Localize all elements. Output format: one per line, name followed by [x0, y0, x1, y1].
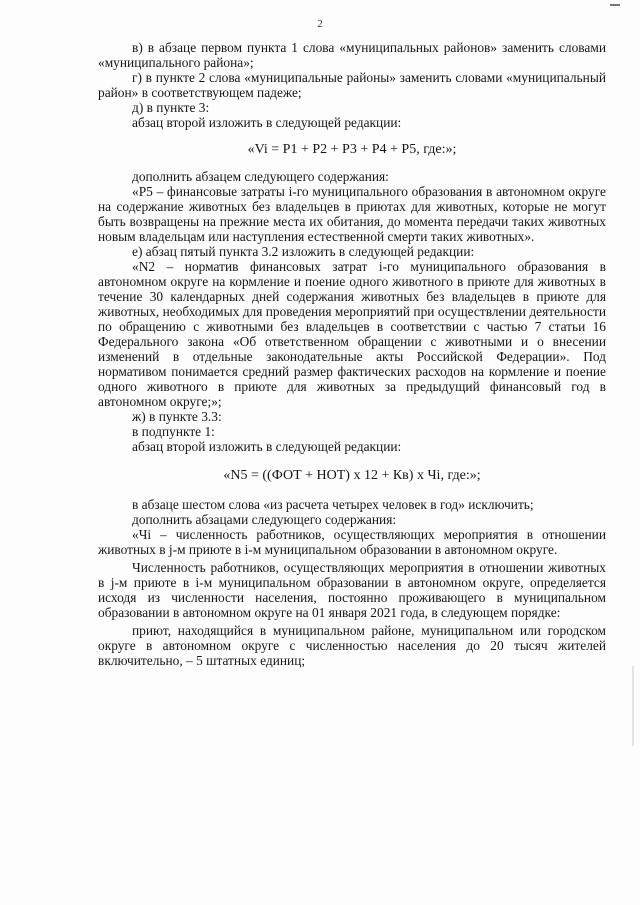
paragraph-instruction: абзац второй изложить в следующей редакции: — [132, 115, 402, 130]
formula-vi: «Vi = P1 + P2 + P3 + P4 + P5, где:»; — [247, 142, 457, 157]
paragraph-shelter-rule: приют, находящийся в муниципальном районе, муниципальном или городском округе в автономном округе с численностью населения до 20 тысяч жителей включительно, – 5 штатных единиц; — [98, 623, 606, 668]
paragraph-instruction: абзац второй изложить в следующей редакции: — [132, 439, 402, 454]
document-body — [98, 40, 606, 668]
paragraph-item-d: д) в пункте 3: — [132, 100, 210, 115]
paragraph-instruction: дополнить абзацем следующего содержания: — [132, 169, 389, 184]
paragraph-item-g: г) в пункте 2 слова «муниципальные районы» заменить словами «муниципальный район» в соответствующем падеже; — [98, 70, 606, 100]
scan-corner-mark — [610, 4, 620, 6]
paragraph-subitem: в подпункте 1: — [132, 424, 215, 439]
paragraph-n2-definition: «N2 – норматив финансовых затрат i-го муниципального образования в автономном округе на кормление и поение одного животного в приюте для животных в течение 30 календарных дней содержания животных без владельцев в приюте для животных, необходимых для проведения мероприятий при осуществлении деятельности по обращению с животными без владельцев в соответствии с частью 7 статьи 16 Федерального закона «Об ответственном обращении с животными и о внесении изменений в отдельные законодательные акты Российской Федерации». Под нормативом понимается средний размер фактических расходов на кормление и поение одного животного в приюте для животных за предыдущий финансовый год в автономном округе;»; — [98, 259, 606, 409]
paragraph-p5-definition: «P5 – финансовые затраты i-го муниципального образования в автономном округе на содержание животных без владельцев в приютах для животных, которые не могут быть возвращены на прежние места их обитания, до момента передачи таких животных новым владельцам или наступления естественной смерти таких животных». — [98, 184, 606, 244]
paragraph-item-zh: ж) в пункте 3.3: — [132, 409, 222, 424]
paragraph-exclusion: в абзаце шестом слова «из расчета четырех человек в год» исключить; — [132, 497, 534, 512]
paragraph-staff-count: Численность работников, осуществляющих мероприятия в отношении животных в j-м приюте в i-м муниципальном образовании в автономном округе, определяется исходя из численности населения, постоянно проживающего в муниципальном образовании в автономном округе на 01 января 2021 года, в следующем порядке: — [98, 560, 606, 620]
paragraph-chi-definition: «Чi – численность работников, осуществляющих мероприятия в отношении животных в j-м приюте в i-м муниципальном образовании в автономном округе. — [98, 527, 606, 557]
paragraph-instruction: дополнить абзацами следующего содержания: — [132, 512, 397, 527]
paragraph-item-v: в) в абзаце первом пункта 1 слова «муниципальных районов» заменить словами «муниципального района»; — [98, 40, 606, 70]
scan-edge-shadow — [632, 666, 634, 746]
paragraph-item-e: е) абзац пятый пункта 3.2 изложить в следующей редакции: — [132, 244, 475, 259]
page-number: 2 — [317, 18, 323, 30]
formula-n5: «N5 = ((ФОТ + НОТ) x 12 + Кв) х Чi, где:»; — [223, 468, 481, 483]
